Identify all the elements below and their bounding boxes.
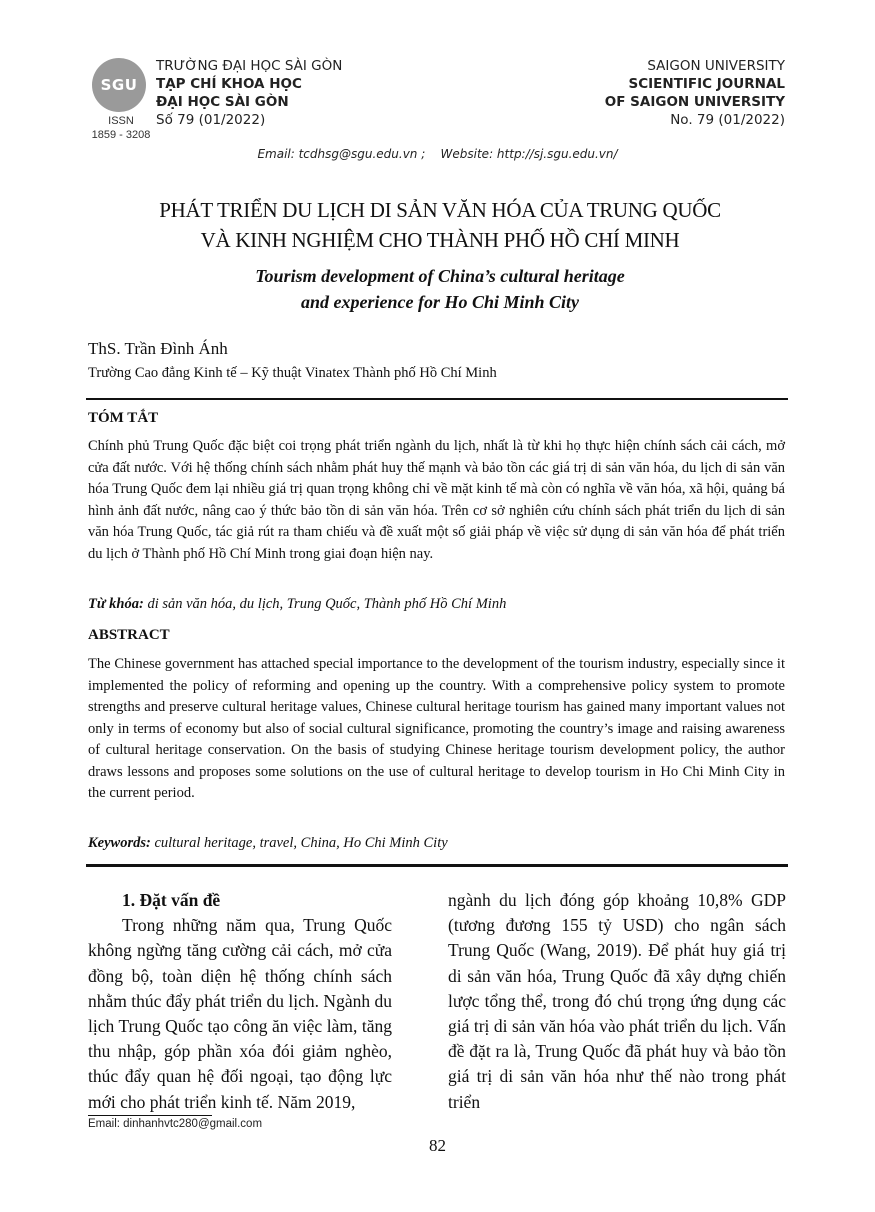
journal-name-vi-1: TẠP CHÍ KHOA HỌC (156, 76, 302, 92)
title-vi-line1: PHÁT TRIỂN DU LỊCH DI SẢN VĂN HÓA CỦA TRUNG QUỐC (159, 198, 721, 222)
section-1-paragraph-left: Trong những năm qua, Trung Quốc không ngừng tăng cường cải cách, mở cửa đồng bộ, toàn diện hệ thống chính sách nhằm thúc đẩy phát triển du lịch. Ngành du lịch Trung Quốc tạo công ăn việc làm, tăng thu nhập, góp phần xóa đói giảm nghèo, thúc đẩy quan hệ đối ngoại, tạo động lực mới cho phát triển kinh tế. Năm 2019, (88, 915, 392, 1112)
keywords-en (88, 835, 448, 852)
summary-body: Chính phủ Trung Quốc đặc biệt coi trọng phát triển ngành du lịch, nhất là từ khi họ thực hiện chính sách cải cách, mở cửa đất nước. Với hệ thống chính sách nhằm phát huy thế mạnh và bảo tồn các giá trị di sản văn hóa, du lịch di sản văn hóa Trung Quốc đem lại nhiều giá trị quan trọng không chỉ về mặt kinh tế mà còn có nghĩa về văn hóa, xã hội, quảng bá hình ảnh đất nước, nâng cao ý thức bảo tồn di sản văn hóa. Trên cơ sở nghiên cứu chính sách phát triển du lịch di sản văn hóa Trung Quốc, tác giả rút ra tham chiếu và đề xuất một số giải pháp về việc sử dụng di sản văn hóa để phát triển du lịch ở Thành phố Hồ Chí Minh trong giai đoạn hiện nay. (88, 438, 785, 562)
title-vi-line2: VÀ KINH NGHIỆM CHO THÀNH PHỐ HỒ CHÍ MINH (200, 228, 680, 252)
keywords-vi (88, 596, 506, 613)
journal-header-en (605, 57, 785, 129)
divider-top (86, 398, 788, 400)
university-name-vi: TRƯỜNG ĐẠI HỌC SÀI GÒN (156, 58, 343, 74)
title-en-line2: and experience for Ho Chi Minh City (300, 292, 579, 312)
university-name-en: SAIGON UNIVERSITY (647, 58, 785, 74)
keywords-vi-values: di sản văn hóa, du lịch, Trung Quốc, Thành phố Hồ Chí Minh (143, 596, 507, 612)
issn-number: 1859 - 3208 (91, 129, 151, 141)
journal-name-en-2: OF SAIGON UNIVERSITY (604, 94, 785, 110)
summary-heading: TÓM TẮT (88, 410, 159, 426)
article-title-vi (80, 195, 800, 255)
issn-label: ISSN (108, 115, 134, 127)
issue-number-en: No. 79 (01/2022) (670, 112, 785, 128)
sgu-logo-icon (92, 58, 146, 112)
footnote-divider (88, 1115, 212, 1116)
journal-header-vi (156, 57, 342, 129)
author-affiliation: Trường Cao đẳng Kinh tế – Kỹ thuật Vinatex Thành phố Hồ Chí Minh (88, 365, 497, 381)
article-title-en (80, 263, 800, 315)
body-column-right: ngành du lịch đóng góp khoảng 10,8% GDP (tương đương 155 tỷ USD) cho ngân sách Trung Quốc (Wang, 2019). Để phát huy giá trị di sản văn hóa, Trung Quốc đã xây dựng chiến lược tổng thể, trong đó chú trọng ứng dụng các giá trị di sản văn hóa vào phát triển du lịch. Vấn đề đặt ra là, Trung Quốc đã phát huy và bảo tồn giá trị di sản văn hóa như thế nào trong phát triển (448, 890, 786, 1112)
journal-name-en-1: SCIENTIFIC JOURNAL (628, 76, 785, 92)
body-column-left (88, 888, 392, 1115)
divider-bottom (86, 864, 788, 867)
section-1-heading: 1. Đặt vấn đề (122, 890, 221, 910)
keywords-en-values: cultural heritage, travel, China, Ho Chi Minh City (150, 835, 448, 851)
issue-number-vi: Số 79 (01/2022) (156, 112, 266, 128)
title-en-line1: Tourism development of China’s cultural heritage (255, 266, 625, 286)
logo-text: SGU (100, 76, 138, 94)
page-number: 82 (429, 1136, 446, 1155)
abstract-body: The Chinese government has attached special importance to the development of the tourism industry, especially since it implemented the policy of reforming and opening up the country. With a comprehensive policy system to promote strengths and preserve cultural heritage values, Chinese cultural heritage tourism has gained many important values not only in terms of economy but also of social cultural significance, promoting the country’s image and raising awareness of cultural heritage conservation. On the basis of studying Chinese heritage tourism development policy, the author draws lessons and proposes some solutions on the use of cultural heritage to develop tourism in Ho Chi Minh City in the current period. (88, 656, 785, 801)
issn-block (86, 114, 156, 142)
journal-contact: Email: tcdhsg@sgu.edu.vn ; Website: http://sj.sgu.edu.vn/ (257, 147, 618, 161)
keywords-vi-label: Từ khóa: (88, 596, 144, 612)
abstract-heading: ABSTRACT (88, 627, 170, 643)
journal-name-vi-2: ĐẠI HỌC SÀI GÒN (156, 94, 289, 110)
footnote-email: Email: dinhanhvtc280@gmail.com (88, 1118, 263, 1130)
keywords-en-label: Keywords: (88, 835, 151, 851)
author-name: ThS. Trần Đình Ánh (88, 339, 228, 358)
